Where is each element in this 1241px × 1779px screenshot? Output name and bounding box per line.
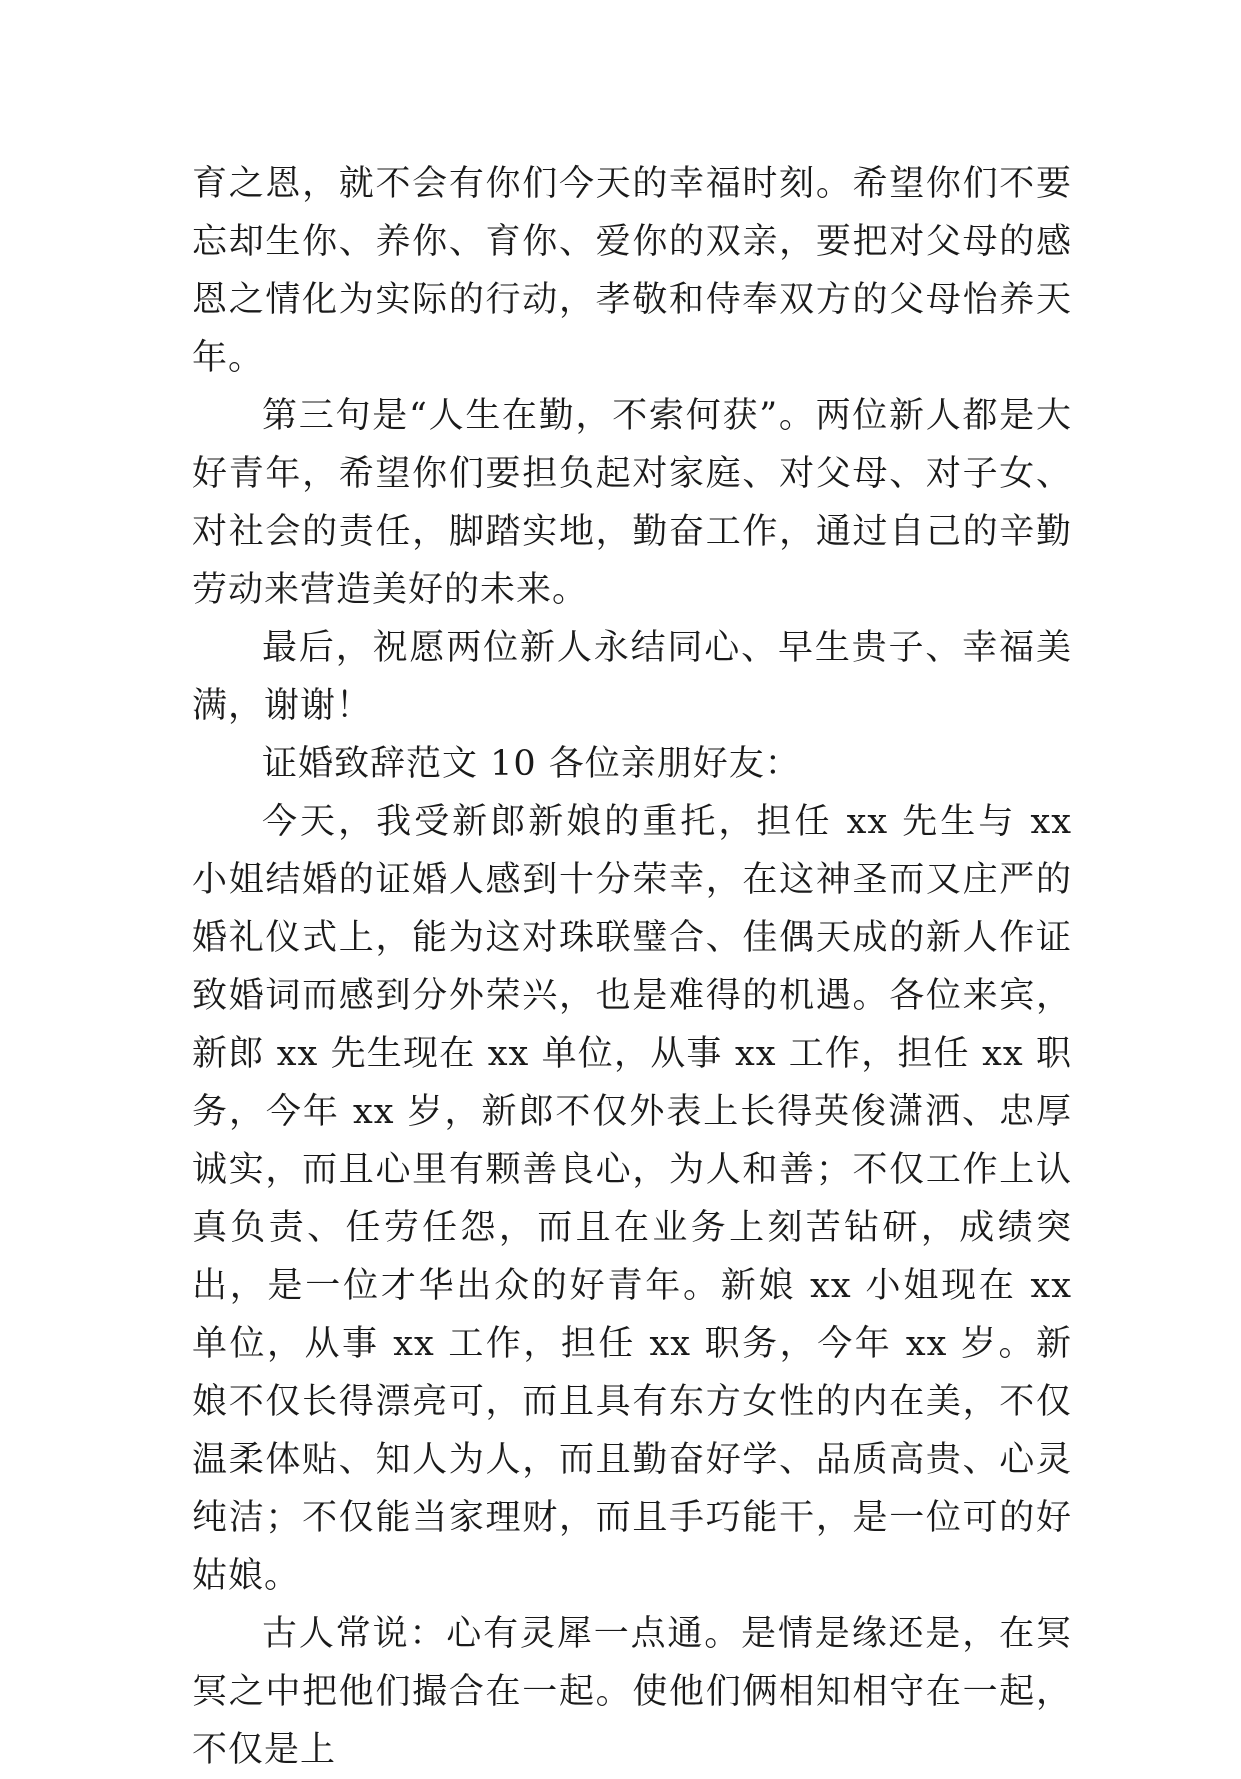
document-body xyxy=(192,155,1072,1779)
paragraph-3: 最后，祝愿两位新人永结同心、早生贵子、幸福美满，谢谢！ xyxy=(192,628,1072,726)
paragraph-2: 第三句是“人生在勤，不索何获”。两位新人都是大好青年，希望你们要担负起对家庭、对父母、对子女、对社会的责任，脚踏实地，勤奋工作，通过自己的辛勤劳动来营造美好的未来。 xyxy=(192,396,1072,610)
paragraph-4: 今天，我受新郎新娘的重托，担任 xx 先生与 xx 小姐结婚的证婚人感到十分荣幸，在这神圣而又庄严的婚礼仪式上，能为这对珠联璧合、佳偶天成的新人作证致婚词而感到分外荣兴，也是难得的机遇。各位来宾，新郎 xx 先生现在 xx 单位，从事 xx 工作，担任 xx 职务，今年 xx 岁，新郎不仅外表上长得英俊潇洒、忠厚诚实，而且心里有颗善良心，为人和善；不仅工作上认真负责、任劳任怨，而且在业务上刻苦钻研，成绩突出，是一位才华出众的好青年。新娘 xx 小姐现在 xx 单位，从事 xx 工作，担任 xx 职务，今年 xx 岁。新娘不仅长得漂亮可，而且具有东方女性的内在美，不仅温柔体贴、知人为人，而且勤奋好学、品质高贵、心灵纯洁；不仅能当家理财，而且手巧能干，是一位可的好姑娘。 xyxy=(192,802,1072,1596)
section-heading: 证婚致辞范文 10 各位亲朋好友： xyxy=(262,744,801,784)
paragraph-5: 古人常说：心有灵犀一点通。是情是缘还是，在冥冥之中把他们撮合在一起。使他们俩相知相守在一起，不仅是上 xyxy=(192,1614,1072,1770)
paragraph-1: 育之恩，就不会有你们今天的幸福时刻。希望你们不要忘却生你、养你、育你、爱你的双亲，要把对父母的感恩之情化为实际的行动，孝敬和侍奉双方的父母怡养天年。 xyxy=(192,164,1072,378)
